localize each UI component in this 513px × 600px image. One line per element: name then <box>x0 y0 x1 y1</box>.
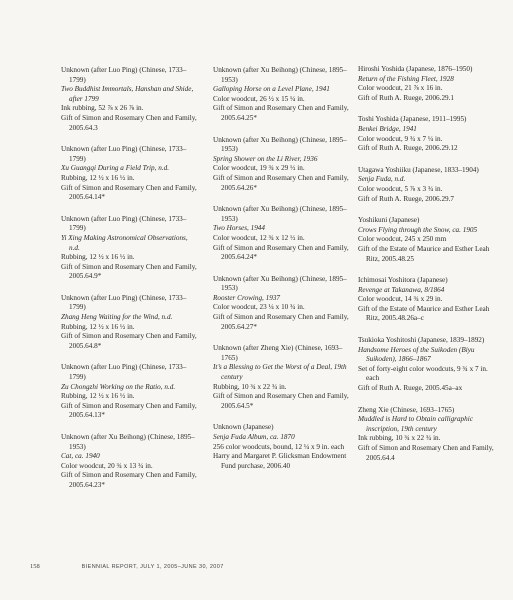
entry-credit: Gift of Simon and Rosemary Chen and Family, 2005.64.13* <box>61 401 197 420</box>
entry-credit: Gift of Simon and Rosemary Chen and Family, 2005.64.24* <box>213 243 349 262</box>
entry-title: It’s a Blessing to Get the Worst of a Deal, 19th century <box>213 363 347 382</box>
entry-medium: Color woodcut, 21 ⅞ x 16 in. <box>358 84 443 93</box>
entry-title: Two Horses, 1944 <box>213 224 265 233</box>
entry-credit: Gift of Simon and Rosemary Chen and Family, 2005.64.8* <box>61 332 197 350</box>
entry-medium: Rubbing, 12 ½ x 16 ½ in. <box>61 392 135 401</box>
entry-title: Galloping Horse on a Level Plane, 1941 <box>213 85 330 94</box>
catalog-entry <box>358 336 496 394</box>
entry-artist: Toshi Yoshida (Japanese, 1911–1995) <box>358 115 467 124</box>
entry-credit: Gift of the Estate of Maurice and Esther Leah Ritz, 2005.48.25 <box>358 244 490 263</box>
entry-title: Handsome Heroes of the Suikoden (Biyu Suikoden), 1866–1867 <box>358 345 475 364</box>
catalog-entry <box>213 136 351 194</box>
catalog-column-3 <box>358 65 496 475</box>
entry-medium: Rubbing, 10 ¾ x 22 ¾ in. <box>213 382 287 391</box>
entry-artist: Unknown (after Luo Ping) (Chinese, 1733–1799) <box>61 66 187 84</box>
entry-title: Zu Chongzhi Working on the Ratio, n.d. <box>61 382 176 391</box>
catalog-entry <box>358 276 496 324</box>
entry-artist: Unknown (after Xu Beihong) (Chinese, 1895–1953) <box>61 433 195 451</box>
entry-title: Senja Fuda Album, ca. 1870 <box>213 433 295 441</box>
page-footer <box>30 563 224 570</box>
entry-credit: Gift of Simon and Rosemary Chen and Family, 2005.64.5* <box>213 392 349 410</box>
entry-artist: Unknown (after Xu Beihong) (Chinese, 1895–1953) <box>213 135 347 154</box>
page-number: 158 <box>30 563 40 570</box>
catalog-entry <box>358 166 496 204</box>
entry-medium: Ink rubbing, 10 ¾ x 22 ¾ in. <box>358 434 441 443</box>
entry-artist: Unknown (after Xu Beihong) (Chinese, 1895–1953) <box>213 205 347 223</box>
entry-medium: 256 color woodcuts, bound, 12 ¼ x 9 in. each <box>213 442 345 451</box>
entry-medium: Color woodcut, 12 ¾ x 12 ½ in. <box>213 233 305 242</box>
entry-artist: Unknown (after Luo Ping) (Chinese, 1733–1799) <box>61 145 187 163</box>
entry-artist: Zheng Xie (Chinese, 1693–1765) <box>358 405 455 414</box>
catalog-entry <box>213 423 351 471</box>
entry-medium: Color woodcut, 23 ¼ x 10 ¾ in. <box>213 303 305 312</box>
entry-artist: Utagawa Yoshiiku (Japanese, 1833–1904) <box>358 165 479 174</box>
entry-medium: Rubbing, 12 ½ x 16 ½ in. <box>61 253 135 262</box>
entry-credit: Gift of Simon and Rosemary Chen and Family, 2005.64.27* <box>213 313 349 331</box>
entry-artist: Ichimosai Yoshitora (Japanese) <box>358 276 448 285</box>
entry-title: Xu Guangqi During a Field Trip, n.d. <box>61 164 170 173</box>
entry-title: Two Buddhist Immortals, Hanshan and Shide, after 1799 <box>61 85 194 103</box>
entry-artist: Unknown (after Luo Ping) (Chinese, 1733–1799) <box>61 293 187 312</box>
entry-credit: Harry and Margaret P. Glicksman Endowment Fund purchase, 2006.40 <box>213 452 347 470</box>
entry-credit: Gift of Ruth A. Ruege, 2006.29.7 <box>358 194 455 203</box>
entry-title: Muddled is Hard to Obtain calligraphic inscription, 19th century <box>358 415 473 433</box>
catalog-entry <box>213 344 351 411</box>
entry-credit: Gift of Simon and Rosemary Chen and Family, 2005.64.25* <box>213 104 349 122</box>
entry-medium: Ink rubbing, 52 ⅞ x 26 ⅞ in. <box>61 104 144 113</box>
entry-medium: Color woodcut, 9 ¾ x 7 ¼ in. <box>358 134 443 143</box>
entry-title: Crows Flying through the Snow, ca. 1905 <box>358 225 478 234</box>
entry-artist: Unknown (after Xu Beihong) (Chinese, 1895–1953) <box>213 274 347 293</box>
entry-medium: Color woodcut, 245 x 250 mm <box>358 235 447 244</box>
entry-medium: Rubbing, 12 ½ x 16 ½ in. <box>61 173 135 182</box>
entry-title: Cat, ca. 1940 <box>61 452 100 461</box>
catalog-entry <box>61 433 199 491</box>
entry-medium: Color woodcut, 20 ¾ x 13 ¾ in. <box>61 461 153 470</box>
entry-title: Benkei Bridge, 1941 <box>358 124 417 133</box>
entry-title: Spring Shower on the Li River, 1936 <box>213 154 318 163</box>
catalog-entry <box>213 205 351 263</box>
entry-artist: Unknown (Japanese) <box>213 423 274 432</box>
entry-credit: Gift of Simon and Rosemary Chen and Family, 2005.64.23* <box>61 471 197 489</box>
entry-credit: Gift of Simon and Rosemary Chen and Family, 2005.64.3 <box>61 113 197 132</box>
entry-credit: Gift of Simon and Rosemary Chen and Family, 2005.64.4 <box>358 444 494 462</box>
entry-title: Rooster Crowing, 1937 <box>213 293 281 302</box>
catalog-entry <box>213 66 351 124</box>
entry-artist: Tsukioka Yoshitoshi (Japanese, 1839–1892) <box>358 336 485 345</box>
catalog-entry <box>61 66 199 133</box>
catalog-entry <box>358 115 496 153</box>
catalog-entry <box>358 406 496 464</box>
entry-credit: Gift of Ruth A. Ruege, 2006.29.1 <box>358 93 455 102</box>
catalog-entry <box>358 65 496 103</box>
entry-credit: Gift of the Estate of Maurice and Esther Leah Ritz, 2005.48.26a–c <box>358 304 490 323</box>
entry-medium: Color woodcut, 14 ¾ x 29 in. <box>358 295 443 304</box>
entry-credit: Gift of Simon and Rosemary Chen and Family, 2005.64.14* <box>61 183 197 202</box>
entry-medium: Color woodcut, 19 ¾ x 29 ½ in. <box>213 164 305 173</box>
entry-title: Zhang Heng Waiting for the Wind, n.d. <box>61 313 173 322</box>
entry-credit: Gift of Simon and Rosemary Chen and Family, 2005.64.9* <box>61 262 197 281</box>
entry-credit: Gift of Ruth A. Ruege, 2005.45a–ax <box>358 384 463 393</box>
catalog-column-2 <box>213 66 351 483</box>
catalog-entry <box>61 363 199 421</box>
entry-artist: Unknown (after Zheng Xie) (Chinese, 1693–1765) <box>213 344 343 362</box>
catalog-column-1 <box>61 66 199 503</box>
entry-artist: Unknown (after Luo Ping) (Chinese, 1733–1799) <box>61 214 187 233</box>
catalog-entry <box>358 216 496 264</box>
report-title: BIENNIAL REPORT, JULY 1, 2005–JUNE 30, 2007 <box>81 564 224 570</box>
entry-artist: Unknown (after Luo Ping) (Chinese, 1733–1799) <box>61 363 187 382</box>
entry-artist: Hiroshi Yoshida (Japanese, 1876–1950) <box>358 65 473 73</box>
entry-medium: Color woodcut, 26 ½ x 15 ¼ in. <box>213 94 305 103</box>
catalog-entry <box>61 294 199 352</box>
catalog-entry <box>61 145 199 203</box>
entry-credit: Gift of Simon and Rosemary Chen and Family, 2005.64.26* <box>213 173 349 192</box>
entry-medium: Color woodcut, 5 ⅞ x 3 ¾ in. <box>358 184 443 193</box>
entry-credit: Gift of Ruth A. Ruege, 2006.29.12 <box>358 144 458 153</box>
entry-title: Return of the Fishing Fleet, 1928 <box>358 74 454 83</box>
entry-title: Senja Fuda, n.d. <box>358 175 406 184</box>
entry-artist: Unknown (after Xu Beihong) (Chinese, 1895–1953) <box>213 66 347 84</box>
entry-medium: Set of forty-eight color woodcuts, 9 ¾ x 7 in. each <box>358 364 488 383</box>
entry-medium: Rubbing, 12 ½ x 16 ½ in. <box>61 322 135 331</box>
entry-artist: Yoshikuni (Japanese) <box>358 216 420 225</box>
entry-title: Yi Xing Making Astronomical Observations, n.d. <box>61 233 188 252</box>
catalog-entry <box>61 215 199 282</box>
catalog-entry <box>213 275 351 333</box>
entry-title: Revenge at Takanawa, 8/1864 <box>358 285 445 294</box>
